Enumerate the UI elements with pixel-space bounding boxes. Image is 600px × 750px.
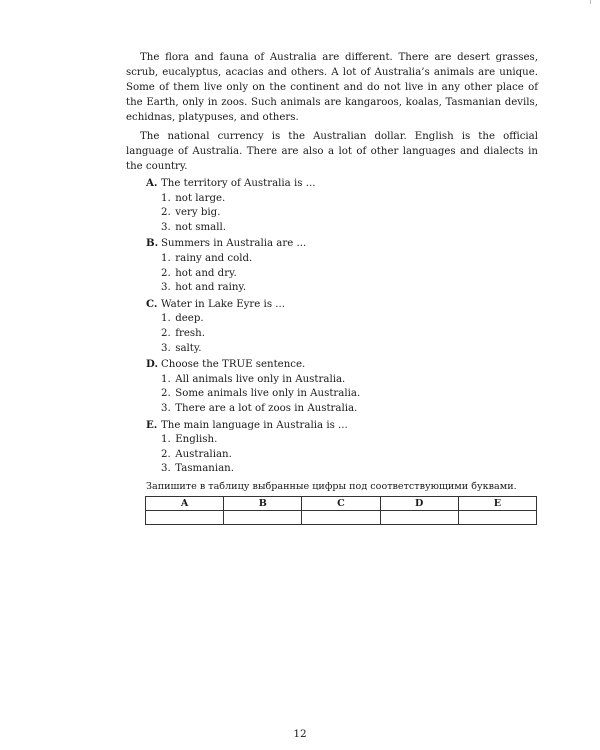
option: 1. rainy and cold.	[161, 252, 253, 264]
question-text: The main language in Australia is ...	[161, 419, 348, 431]
question-text: Choose the TRUE sentence.	[161, 359, 306, 371]
option: 3. not small.	[161, 221, 226, 233]
header-cell-b: B	[224, 497, 302, 511]
answer-cell-d[interactable]	[380, 511, 458, 525]
answer-cell-e[interactable]	[458, 511, 536, 525]
header-cell-a: A	[146, 497, 224, 511]
option: 2. fresh.	[161, 327, 205, 339]
option: 1. All animals live only in Australia.	[161, 373, 346, 385]
question-letter: C.	[146, 297, 158, 310]
option: 3. salty.	[161, 342, 202, 354]
answer-cell-c[interactable]	[302, 511, 380, 525]
question-letter: E.	[146, 418, 158, 431]
option: 1. deep.	[161, 313, 204, 325]
option: 2. hot and dry.	[161, 267, 237, 279]
question-text: Water in Lake Eyre is ...	[161, 298, 285, 310]
question-letter: B.	[146, 237, 159, 250]
question-text: Summers in Australia are ...	[161, 238, 307, 250]
question-a	[146, 176, 526, 235]
margin-mark	[590, 0, 591, 4]
question-c	[146, 297, 526, 356]
paragraph-flora-fauna: The flora and fauna of Australia are different. There are desert grasses, scrub, eucalyptus, acacias and others. A lot of Australia’s animals are unique. Some of them live only on the continent and do not live in any other place of the Earth, only in zoos. Such animals are kangaroos, koalas, Tasmanian devils, echidnas, platypuses, and others.	[126, 52, 538, 123]
option: 1. English.	[161, 434, 218, 446]
header-cell-c: C	[302, 497, 380, 511]
option: 3. Tasmanian.	[161, 463, 234, 475]
header-cell-d: D	[380, 497, 458, 511]
question-list	[146, 176, 526, 478]
question-letter: D.	[146, 358, 159, 371]
answer-cell-b[interactable]	[224, 511, 302, 525]
answer-table-answer-row	[146, 511, 537, 525]
question-b	[146, 236, 526, 295]
header-cell-e: E	[458, 497, 536, 511]
paragraph-currency-language: The national currency is the Australian dollar. English is the official language of Australia. There are also a lot of other languages and dialects in the country.	[126, 131, 538, 172]
page-number: 12	[293, 728, 307, 740]
option: 3. hot and rainy.	[161, 282, 247, 294]
table-instruction: Запишите в таблицу выбранные цифры под соответствующими буквами.	[146, 481, 517, 492]
question-d	[146, 357, 526, 416]
option: 3. There are a lot of zoos in Australia.	[161, 402, 358, 414]
question-text: The territory of Australia is ...	[161, 178, 316, 189]
option: 2. Some animals live only in Australia.	[161, 388, 361, 400]
answer-cell-a[interactable]	[146, 511, 224, 525]
question-letter: A.	[146, 177, 158, 189]
option: 1. not large.	[161, 192, 226, 204]
answer-table-header-row	[146, 497, 537, 511]
question-e	[146, 418, 526, 477]
answer-table	[145, 496, 537, 525]
option: 2. very big.	[161, 207, 221, 219]
option: 2. Australian.	[161, 448, 232, 460]
